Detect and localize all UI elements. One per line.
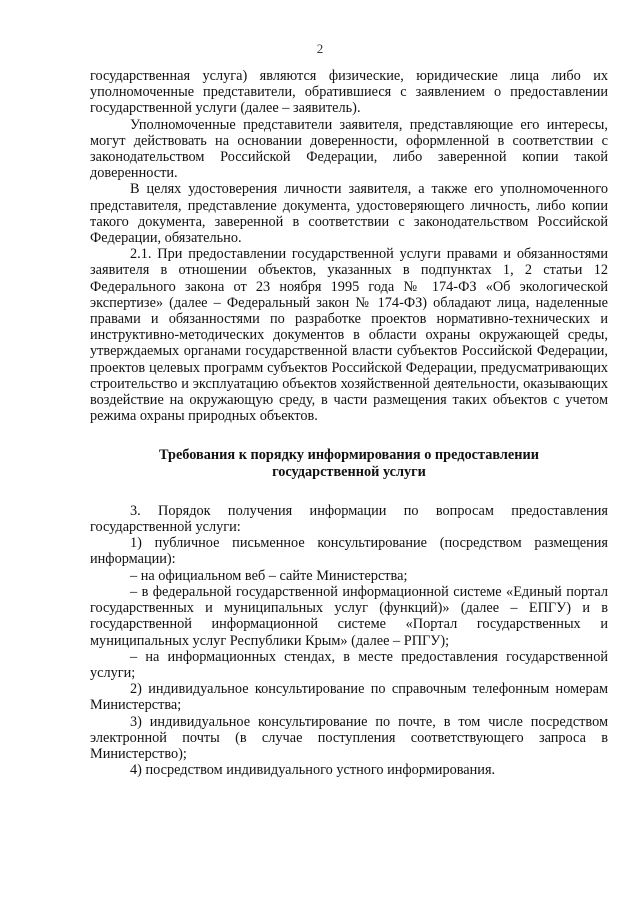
section-heading-line-2: государственной услуги xyxy=(272,463,426,480)
section-heading xyxy=(90,447,608,479)
paragraph-representatives: Уполномоченные представители заявителя, представляющие его интересы, могут действовать на основании доверенности, оформленной в соответствии с законодательством Российской Федерации, либо заверенной копии такой доверенности. xyxy=(90,116,608,182)
paragraph-3: 3. Порядок получения информации по вопросам предоставления государственной услуги: xyxy=(90,502,608,536)
list-item-stands: – на информационных стендах, в месте предоставления государственной услуги; xyxy=(90,648,608,681)
paragraph-applicants: государственная услуга) являются физические, юридические лица либо их уполномоченные представители, обратившиеся с заявлением о предоставлении государственной услуги (далее – заявитель). xyxy=(90,68,608,117)
list-item-1: 1) публичное письменное консультирование (посредством размещения информации): xyxy=(90,535,608,568)
paragraph-2-1: 2.1. При предоставлении государственной услуги правами и обязанностями заявителя в отношении объектов, указанных в подпунктах 1, 2 статьи 12 Федерального закона от 23 ноября 1995 года № 174-ФЗ «Об экологической экспертизе» (далее – Федеральный закон № 174-ФЗ) обладают лица, наделенные правами и обязанностями по разработке проектов нормативно-технических и инструктивно-методических документов в области охраны окружающей среды, утверждаемых органами государственной власти субъектов Российской Федерации, проектов целевых программ субъектов Российской Федерации, предусматривающих строительство и эксплуатацию объектов хозяйственной деятельности, оказывающих воздействие на окружающую среду, в части размещения таких объектов с учетом режима охраны природных объектов. xyxy=(90,246,608,425)
page-number: 2 xyxy=(316,41,324,56)
list-item-2: 2) индивидуальное консультирование по справочным телефонным номерам Министерства; xyxy=(90,681,608,714)
list-item-website: – на официальном веб – сайте Министерства; xyxy=(130,567,408,584)
list-item-4: 4) посредством индивидуального устного информирования. xyxy=(130,762,496,779)
list-item-portals: – в федеральной государственной информационной системе «Единый портал государственных и муниципальных услуг (функций)» (далее – ЕПГУ) и в государственной информационной системе «Портал государственных и муниципальных услуг Республики Крым» (далее – РПГУ); xyxy=(90,583,608,649)
list-item-3: 3) индивидуальное консультирование по почте, в том числе посредством электронной почты (в случае поступления соответствующего запроса в Министерство); xyxy=(90,713,608,762)
section-heading-line-1: Требования к порядку информирования о предоставлении xyxy=(159,447,539,464)
document-body xyxy=(90,68,608,778)
paragraph-identity: В целях удостоверения личности заявителя, а также его уполномоченного представителя, представление документа, удостоверяющего личность, либо копии такого документа, заверенной в соответствии с законодательством Российской Федерации, обязательно. xyxy=(90,181,608,247)
